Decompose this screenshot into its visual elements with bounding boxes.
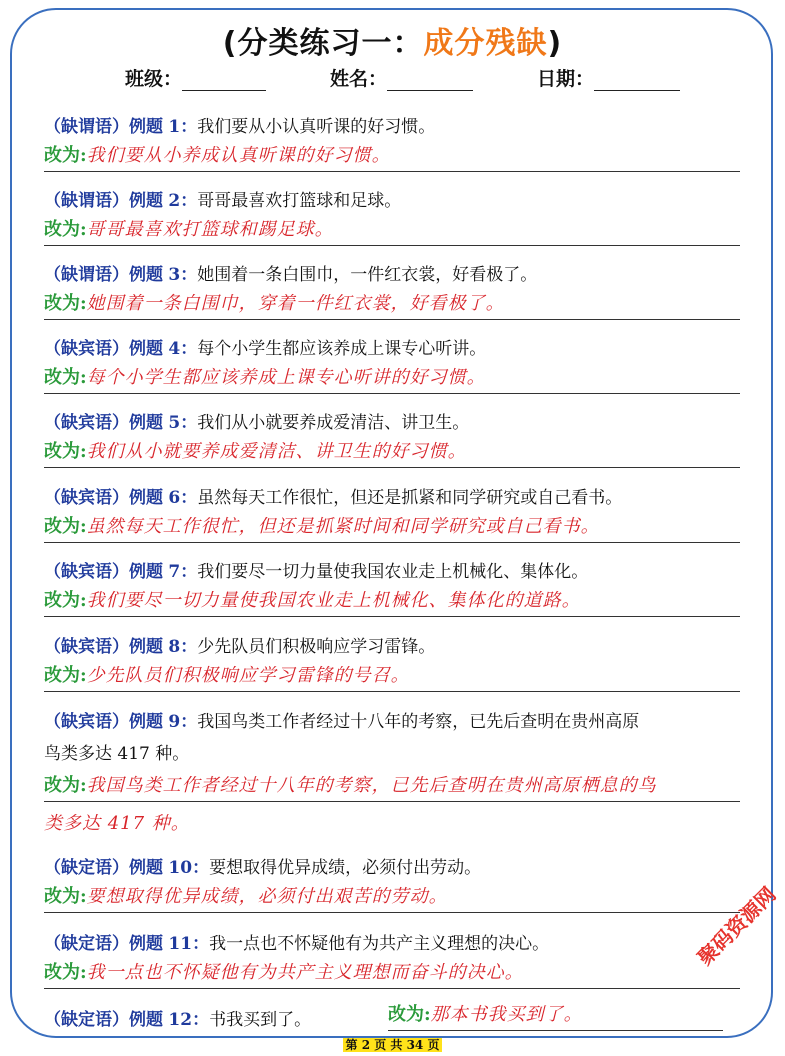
example-question: （缺宾语）例题 9：我国鸟类工作者经过十八年的考察，已先后查明在贵州高原 — [44, 712, 640, 732]
example-question: （缺谓语）例题 1：我们要从小认真听课的好习惯。 — [44, 117, 436, 137]
answer-line[interactable]: 改为:每个小学生都应该养成上课专心听讲的好习惯。 — [44, 363, 740, 394]
name-label: 姓名： — [330, 68, 388, 90]
example-question: （缺定语）例题 10：要想取得优异成绩，必须付出劳动。 — [44, 858, 482, 878]
answer-line[interactable]: 改为:要想取得优异成绩，必须付出艰苦的劳动。 — [44, 882, 740, 913]
page-title: (分类练习一：成分残缺) — [222, 26, 563, 61]
example-question: （缺宾语）例题 8：少先队员们积极响应学习雷锋。 — [44, 637, 436, 657]
answer-line[interactable]: 改为:那本书我买到了。 — [388, 1000, 723, 1031]
example-question: （缺定语）例题 12：书我买到了。 — [44, 1010, 312, 1030]
answer-line[interactable]: 改为:我一点也不怀疑他有为共产主义理想而奋斗的决心。 — [44, 958, 740, 989]
example-question: （缺宾语）例题 6：虽然每天工作很忙，但还是抓紧和同学研究或自己看书。 — [44, 488, 623, 508]
answer-line[interactable]: 改为:哥哥最喜欢打篮球和踢足球。 — [44, 215, 740, 246]
class-field[interactable] — [182, 74, 266, 91]
answer-line[interactable]: 改为:虽然每天工作很忙，但还是抓紧时间和同学研究或自己看书。 — [44, 512, 740, 543]
answer-line[interactable]: 改为:我们要尽一切力量使我国农业走上机械化、集体化的道路。 — [44, 586, 740, 617]
answer-line-cont[interactable]: 类多达 417 种。 — [44, 813, 190, 834]
example-question: （缺宾语）例题 5：我们从小就要养成爱清洁、讲卫生。 — [44, 413, 470, 433]
example-question: （缺定语）例题 11：我一点也不怀疑他有为共产主义理想的决心。 — [44, 934, 550, 954]
example-question: （缺谓语）例题 2：哥哥最喜欢打篮球和足球。 — [44, 191, 402, 211]
title-highlight: 成分残缺 — [423, 26, 548, 61]
class-label: 班级： — [125, 68, 183, 90]
answer-line[interactable]: 改为:我国鸟类工作者经过十八年的考察，已先后查明在贵州高原栖息的鸟 — [44, 771, 740, 802]
watermark: 聚码资源网 — [692, 882, 781, 970]
name-field[interactable] — [387, 74, 473, 91]
example-question: （缺宾语）例题 7：我们要尽一切力量使我国农业走上机械化、集体化。 — [44, 562, 589, 582]
example-question-cont: 鸟类多达 417 种。 — [44, 744, 190, 764]
answer-line[interactable]: 改为:我们要从小养成认真听课的好习惯。 — [44, 141, 740, 172]
answer-line[interactable]: 改为:少先队员们积极响应学习雷锋的号召。 — [44, 661, 740, 692]
page-number: 第 2 页 共 34 页 — [343, 1038, 443, 1052]
date-field[interactable] — [594, 74, 680, 91]
example-question: （缺谓语）例题 3：她围着一条白围巾，一件红衣裳，好看极了。 — [44, 265, 538, 285]
answer-line[interactable]: 改为:我们从小就要养成爱清洁、讲卫生的好习惯。 — [44, 437, 740, 468]
answer-line[interactable]: 改为:她围着一条白围巾，穿着一件红衣裳，好看极了。 — [44, 289, 740, 320]
example-question: （缺宾语）例题 4：每个小学生都应该养成上课专心听讲。 — [44, 339, 487, 359]
date-label: 日期： — [537, 68, 595, 90]
page-footer — [0, 1036, 785, 1053]
